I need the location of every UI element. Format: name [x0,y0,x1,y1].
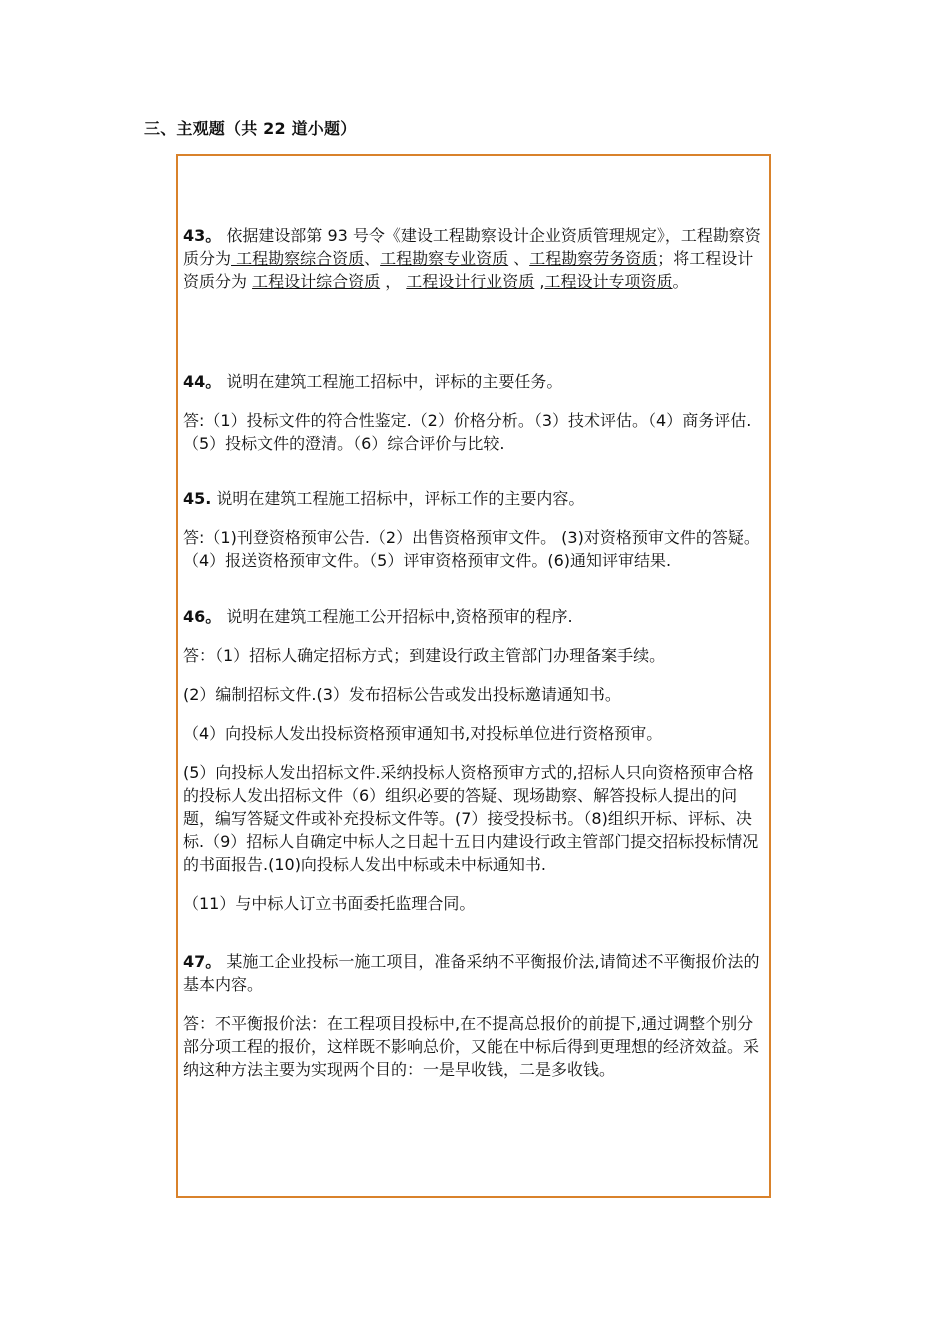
question-text: 某施工企业投标一施工项目，准备采纳不平衡报价法,请简述不平衡报价法的基本内容。 [183,952,760,994]
question-text: 。 [672,272,689,291]
question-number: 46。 [183,607,222,626]
question-text: 、 [508,249,530,268]
blank-answer: 工程勘察专业资质 [380,249,509,268]
answer-47: 答：不平衡报价法：在工程项目投标中,在不提高总报价的前提下,通过调整个别分部分项工程的报价，这样既不影响总价，又能在中标后得到更理想的经济效益。采纳这种方法主要为实现两个目的：一是早收钱，二是多收钱。 [183,1014,760,1079]
answer-44: 答:（1）投标文件的符合性鉴定.（2）价格分析。（3）技术评估。（4）商务评估.（5）投标文件的澄清。（6）综合评价与比较. [183,411,752,453]
question-text: ；将工程设计资质分为 [183,249,754,291]
answer-46-step-2: (2）编制招标文件.(3）发布招标公告或发出投标邀请通知书。 [183,685,621,704]
section-title: 三、主观题（共 22 道小题） [144,119,357,138]
question-number: 45. [183,489,212,508]
question-number: 47。 [183,952,222,971]
question-46 [183,605,769,628]
question-44 [183,370,769,393]
answer-content [183,224,769,1081]
question-text: 依据建设部第 93 号令《建设工程勘察设计企业资质管理规定》，工程勘察资质分为 [183,226,761,268]
answer-46-step-5: （11）与中标人订立书面委托监理合同。 [183,894,476,913]
question-text: , [534,272,545,291]
question-47 [183,950,769,996]
blank-answer: 工程设计行业资质 [406,272,535,291]
answer-46-step-1: 答：（1）招标人确定招标方式；到建设行政主管部门办理备案手续。 [183,646,666,665]
question-text: 说明在建筑工程施工招标中，评标工作的主要内容。 [211,489,585,508]
question-text: 说明在建筑工程施工公开招标中,资格预审的程序. [221,607,573,626]
question-43 [183,224,769,293]
question-text: 说明在建筑工程施工招标中，评标的主要任务。 [221,372,563,391]
answer-45: 答:（1)刊登资格预审公告.（2）出售资格预审文件。 (3)对资格预审文件的答疑。（4）报送资格预审文件。（5）评审资格预审文件。(6)通知评审结果. [183,528,760,570]
blank-answer: 工程勘察综合资质 [231,249,365,268]
answer-46-step-3: （4）向投标人发出投标资格预审通知书,对投标单位进行资格预审。 [183,724,663,743]
blank-answer: 工程勘察劳务资质 [529,249,658,268]
question-text: 、 [364,249,381,268]
blank-answer: 工程设计专项资质 [544,272,673,291]
question-number: 43。 [183,226,222,245]
question-number: 44。 [183,372,222,391]
answer-46-step-4: (5）向投标人发出招标文件.采纳投标人资格预审方式的,招标人只向资格预审合格的投标人发出招标文件（6）组织必要的答疑、现场勘察、解答投标人提出的问题，编写答疑文件或补充投标文件等。(7）接受投标书。（8)组织开标、评标、决标.（9）招标人自确定中标人之日起十五日内建设行政主管部门提交招标投标情况的书面报告.(10)向投标人发出中标或未中标通知书. [183,763,759,874]
blank-answer: 工程设计综合资质 [252,272,381,291]
question-text: ， [380,272,407,291]
question-45 [183,487,769,510]
